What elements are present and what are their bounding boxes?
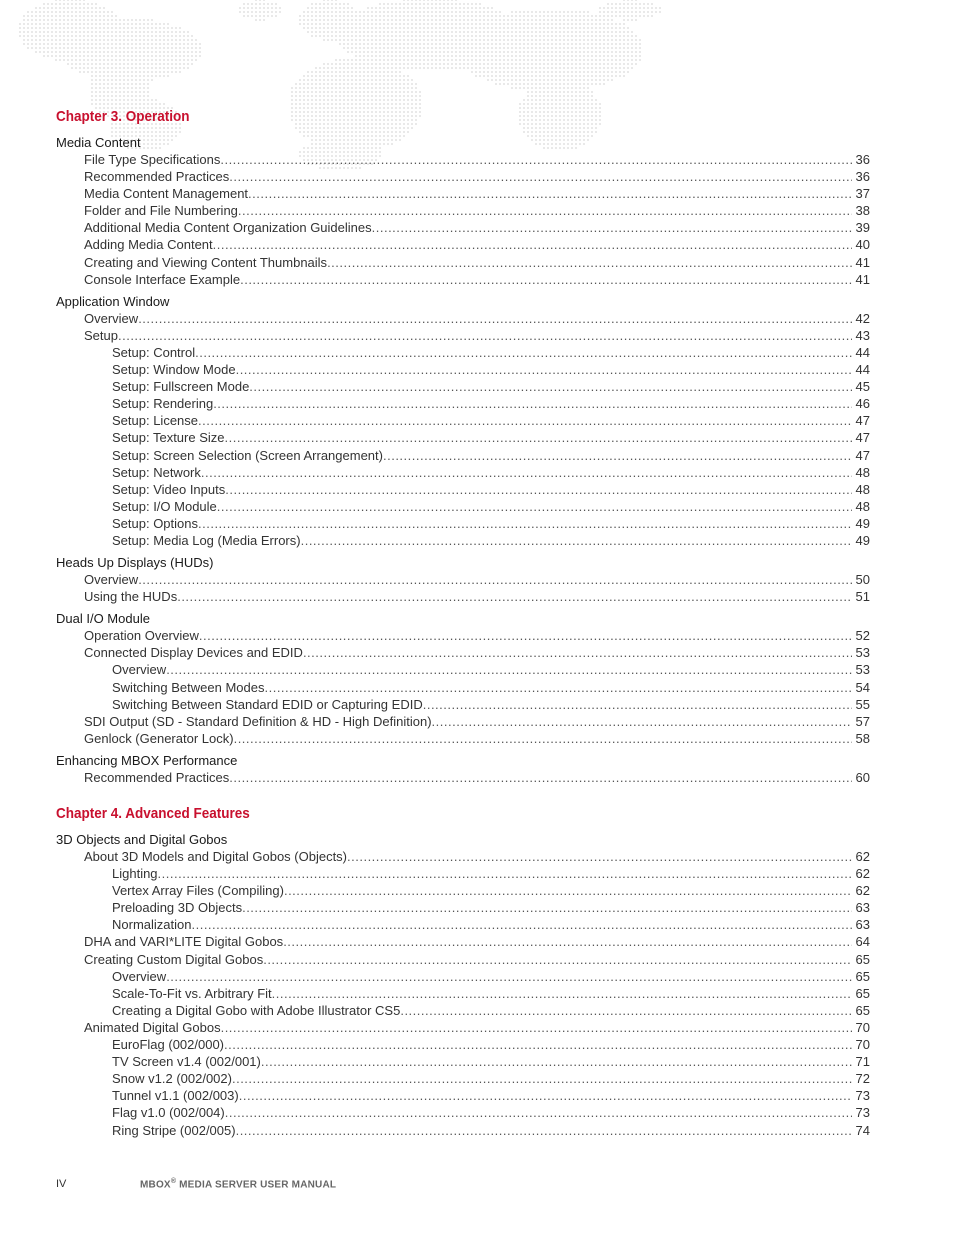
toc-entry-title: Setup: Options	[112, 515, 198, 531]
toc-entry[interactable]	[56, 481, 870, 498]
toc-entry[interactable]	[56, 644, 870, 661]
toc-page-number: 44	[855, 362, 870, 378]
chapter-gap	[56, 786, 870, 805]
dot-leader	[229, 168, 851, 185]
toc-entry-title: Console Interface Example	[84, 271, 241, 287]
toc-entry-title: Flag v1.0 (002/004)	[112, 1105, 225, 1121]
toc-page-number: 41	[855, 254, 870, 270]
toc-page-number: 65	[855, 951, 870, 967]
toc-entry-title: Adding Media Content	[84, 237, 213, 253]
toc-entry[interactable]	[56, 1104, 870, 1121]
toc-entry-title: Setup: License	[112, 413, 199, 429]
toc-page-number: 46	[855, 396, 870, 412]
toc-entry[interactable]	[56, 271, 870, 288]
toc-page-number: 49	[855, 532, 870, 548]
toc-page-number: 44	[855, 344, 870, 360]
toc-page-number: 48	[855, 464, 870, 480]
toc-entry[interactable]	[56, 429, 870, 446]
toc-page-number: 42	[855, 310, 870, 326]
toc-entry[interactable]	[56, 951, 870, 968]
toc-page-number: 52	[855, 628, 870, 644]
dot-leader	[166, 968, 851, 985]
toc-page-number: 60	[855, 769, 870, 785]
dot-leader	[118, 327, 852, 344]
toc-page-number: 62	[855, 883, 870, 899]
toc-entry-title: SDI Output (SD - Standard Definition & HD - High Definition)	[84, 713, 432, 729]
toc-entry-title: About 3D Models and Digital Gobos (Objects)	[84, 849, 348, 864]
toc-page-number: 36	[855, 169, 870, 185]
toc-entry-title: Operation Overview	[84, 628, 199, 644]
toc-page-number: 62	[855, 849, 870, 864]
toc-page-number: 47	[855, 413, 870, 429]
toc-entry[interactable]	[56, 168, 870, 185]
toc-entry[interactable]	[56, 968, 870, 985]
dot-leader	[198, 515, 852, 532]
toc-entry[interactable]	[56, 344, 870, 361]
dot-leader	[234, 730, 852, 747]
dot-leader	[261, 1053, 852, 1070]
dot-leader	[242, 899, 851, 916]
toc-entry-title: Tunnel v1.1 (002/003)	[112, 1088, 239, 1104]
toc-entry-title: Creating a Digital Gobo with Adobe Illustrator CS5	[112, 1002, 401, 1018]
toc-entry-title: Overview	[84, 572, 139, 588]
toc-entry-title: Setup: Texture Size	[112, 430, 225, 446]
dot-leader	[213, 236, 852, 253]
toc-entry[interactable]	[56, 532, 870, 549]
dot-leader	[225, 429, 852, 446]
toc-entry-title: Vertex Array Files (Compiling)	[112, 883, 284, 899]
table-of-contents	[56, 108, 870, 1139]
toc-entry-title: Scale-To-Fit vs. Arbitrary Fit	[112, 985, 272, 1001]
section-heading[interactable]: Media Content	[56, 135, 141, 150]
toc-page-number: 72	[855, 1071, 870, 1087]
toc-page-number: 48	[855, 481, 870, 497]
section-heading[interactable]: Enhancing MBOX Performance	[56, 752, 238, 768]
toc-page-number: 70	[855, 1037, 870, 1053]
toc-page-number: 47	[855, 430, 870, 446]
toc-entry-title: TV Screen v1.4 (002/001)	[112, 1054, 261, 1070]
toc-entry[interactable]	[56, 151, 870, 168]
toc-entry[interactable]	[56, 498, 870, 515]
toc-page-number: 57	[855, 713, 870, 729]
toc-page-number: 63	[855, 900, 870, 916]
toc-entry-title: Setup: Video Inputs	[112, 481, 226, 497]
toc-entry-title: Snow v1.2 (002/002)	[112, 1071, 232, 1087]
toc-entry[interactable]	[56, 412, 870, 429]
toc-entry-title: Setup	[84, 327, 118, 343]
toc-entry[interactable]	[56, 395, 870, 412]
dot-leader	[272, 985, 852, 1002]
toc-page-number: 50	[855, 572, 870, 588]
toc-entry[interactable]	[56, 1053, 870, 1070]
dot-leader	[249, 378, 851, 395]
toc-entry[interactable]	[56, 713, 870, 730]
toc-page-number: 55	[855, 696, 870, 712]
toc-page-number: 65	[855, 1002, 870, 1018]
toc-entry-title: Media Content Management	[84, 186, 249, 202]
toc-page-number: 43	[855, 327, 870, 343]
toc-page-number: 40	[855, 237, 870, 253]
toc-entry-title: Switching Between Modes	[112, 679, 265, 695]
toc-entry-title: File Type Specifications	[84, 152, 221, 167]
toc-entry[interactable]	[56, 1036, 870, 1053]
dot-leader	[220, 151, 851, 168]
dot-leader	[195, 344, 851, 361]
toc-page-number: 41	[855, 271, 870, 287]
dot-leader	[383, 447, 852, 464]
toc-entry-title: Creating and Viewing Content Thumbnails	[84, 254, 328, 270]
toc-entry-title: Recommended Practices	[84, 769, 230, 785]
dot-leader	[248, 185, 851, 202]
toc-entry-title: Recommended Practices	[84, 169, 230, 185]
toc-page-number: 39	[855, 220, 870, 236]
dot-leader	[199, 627, 852, 644]
toc-entry[interactable]	[56, 361, 870, 378]
dot-leader	[225, 1104, 852, 1121]
toc-entry[interactable]	[56, 236, 870, 253]
dot-leader	[423, 696, 852, 713]
toc-entry-title: DHA and VARI*LITE Digital Gobos	[84, 934, 284, 950]
toc-entry-title: Genlock (Generator Lock)	[84, 730, 234, 746]
toc-entry[interactable]	[56, 185, 870, 202]
toc-entry[interactable]	[56, 899, 870, 916]
toc-page-number: 48	[855, 498, 870, 514]
chapter-heading[interactable]: Chapter 4. Advanced Features	[56, 805, 250, 822]
dot-leader	[177, 588, 851, 605]
toc-entry[interactable]	[56, 219, 870, 236]
toc-entry-title: Setup: Rendering	[112, 396, 214, 412]
toc-entry[interactable]	[56, 696, 870, 713]
toc-entry[interactable]	[56, 627, 870, 644]
toc-page-number: 71	[855, 1054, 870, 1070]
toc-page-number: 74	[855, 1122, 870, 1138]
chapter-heading[interactable]: Chapter 3. Operation	[56, 108, 190, 125]
toc-entry[interactable]	[56, 327, 870, 344]
toc-entry-title: Lighting	[112, 866, 158, 882]
toc-page-number: 37	[855, 186, 870, 202]
dot-leader	[166, 661, 851, 678]
dot-leader	[158, 865, 852, 882]
toc-entry[interactable]	[56, 769, 870, 786]
dot-leader	[224, 1036, 852, 1053]
dot-leader	[221, 1019, 852, 1036]
toc-page-number: 63	[855, 917, 870, 933]
toc-entry[interactable]	[56, 882, 870, 899]
section-heading[interactable]: Heads Up Displays (HUDs)	[56, 555, 214, 571]
toc-entry-title: EuroFlag (002/000)	[112, 1037, 225, 1053]
toc-page-number: 36	[855, 152, 870, 167]
toc-page-number: 62	[855, 866, 870, 882]
toc-entry-title: Setup: Network	[112, 464, 201, 480]
dot-leader	[236, 361, 852, 378]
toc-page-number: 54	[855, 679, 870, 695]
toc-page-number: 58	[855, 730, 870, 746]
toc-entry-title: Setup: I/O Module	[112, 498, 217, 514]
toc-page-number: 65	[855, 968, 870, 984]
section-heading[interactable]: Dual I/O Module	[56, 611, 150, 627]
toc-entry[interactable]	[56, 661, 870, 678]
toc-entry[interactable]	[56, 588, 870, 605]
toc-entry-title: Setup: Fullscreen Mode	[112, 379, 250, 395]
toc-entry[interactable]	[56, 985, 870, 1002]
toc-entry-title: Ring Stripe (002/005)	[112, 1122, 236, 1138]
dot-leader	[138, 310, 851, 327]
dot-leader	[198, 412, 852, 429]
toc-entry[interactable]	[56, 865, 870, 882]
dot-leader	[229, 769, 851, 786]
toc-entry-title: Overview	[112, 968, 167, 984]
toc-entry[interactable]	[56, 1087, 870, 1104]
dot-leader	[238, 202, 852, 219]
toc-entry[interactable]	[56, 1070, 870, 1087]
toc-entry-title: Overview	[112, 662, 167, 678]
toc-page-number: 64	[855, 934, 870, 950]
dot-leader	[283, 933, 851, 950]
toc-page-number: 53	[855, 662, 870, 678]
toc-entry[interactable]	[56, 848, 870, 865]
toc-entry-title: Setup: Screen Selection (Screen Arrangement)	[112, 447, 383, 463]
toc-entry-title: Connected Display Devices and EDID	[84, 645, 303, 661]
toc-entry[interactable]	[56, 679, 870, 696]
dot-leader	[232, 1070, 852, 1087]
dot-leader	[264, 679, 851, 696]
toc-entry[interactable]	[56, 916, 870, 933]
toc-page-number: 38	[855, 203, 870, 219]
dot-leader	[327, 254, 851, 271]
toc-entry-title: Setup: Control	[112, 344, 196, 360]
toc-entry[interactable]	[56, 202, 870, 219]
toc-page-number: 70	[855, 1019, 870, 1035]
toc-entry-title: Preloading 3D Objects	[112, 900, 243, 916]
toc-entry-title: Folder and File Numbering	[84, 203, 238, 219]
dot-leader	[263, 951, 851, 968]
toc-entry-title: Switching Between Standard EDID or Capturing EDID	[112, 696, 423, 712]
toc-page-number: 47	[855, 447, 870, 463]
toc-entry[interactable]	[56, 447, 870, 464]
dot-leader	[225, 481, 851, 498]
toc-entry-title: Creating Custom Digital Gobos	[84, 951, 264, 967]
section-heading[interactable]: Application Window	[56, 293, 170, 309]
toc-entry[interactable]	[56, 933, 870, 950]
toc-entry-title: Overview	[84, 310, 139, 326]
dot-leader	[191, 916, 851, 933]
toc-page-number: 65	[855, 985, 870, 1001]
toc-entry[interactable]	[56, 254, 870, 271]
dot-leader	[284, 882, 852, 899]
dot-leader	[239, 1087, 852, 1104]
dot-leader	[301, 532, 852, 549]
dot-leader	[217, 498, 852, 515]
toc-entry-title: Normalization	[112, 917, 192, 933]
dot-leader	[240, 271, 851, 288]
toc-entry[interactable]	[56, 515, 870, 532]
toc-entry[interactable]	[56, 464, 870, 481]
section-heading[interactable]: 3D Objects and Digital Gobos	[56, 832, 228, 847]
dot-leader	[236, 1122, 852, 1139]
toc-entry-title: Additional Media Content Organization Guidelines	[84, 220, 372, 236]
toc-page-number: 49	[855, 515, 870, 531]
toc-entry[interactable]	[56, 1122, 870, 1139]
dot-leader	[400, 1002, 851, 1019]
toc-page-number: 45	[855, 379, 870, 395]
toc-entry-title: Setup: Window Mode	[112, 362, 236, 378]
page-number: IV	[56, 1178, 67, 1190]
toc-entry-title: Using the HUDs	[84, 589, 178, 605]
dot-leader	[372, 219, 852, 236]
dot-leader	[347, 848, 852, 865]
dot-leader	[138, 571, 851, 588]
dot-leader	[303, 644, 852, 661]
dot-leader	[201, 464, 852, 481]
toc-entry-title: Animated Digital Gobos	[84, 1019, 221, 1035]
toc-entry[interactable]	[56, 730, 870, 747]
toc-page-number: 73	[855, 1105, 870, 1121]
dot-leader	[213, 395, 851, 412]
toc-page-number: 51	[855, 589, 870, 605]
manual-title: MBOX® MEDIA SERVER USER MANUAL	[140, 1178, 337, 1191]
toc-entry[interactable]	[56, 378, 870, 395]
toc-entry[interactable]	[56, 1019, 870, 1036]
toc-page-number: 73	[855, 1088, 870, 1104]
toc-entry[interactable]	[56, 310, 870, 327]
toc-entry[interactable]	[56, 571, 870, 588]
toc-page-number: 53	[855, 645, 870, 661]
dot-leader	[432, 713, 852, 730]
toc-entry-title: Setup: Media Log (Media Errors)	[112, 532, 301, 548]
toc-entry[interactable]	[56, 1002, 870, 1019]
